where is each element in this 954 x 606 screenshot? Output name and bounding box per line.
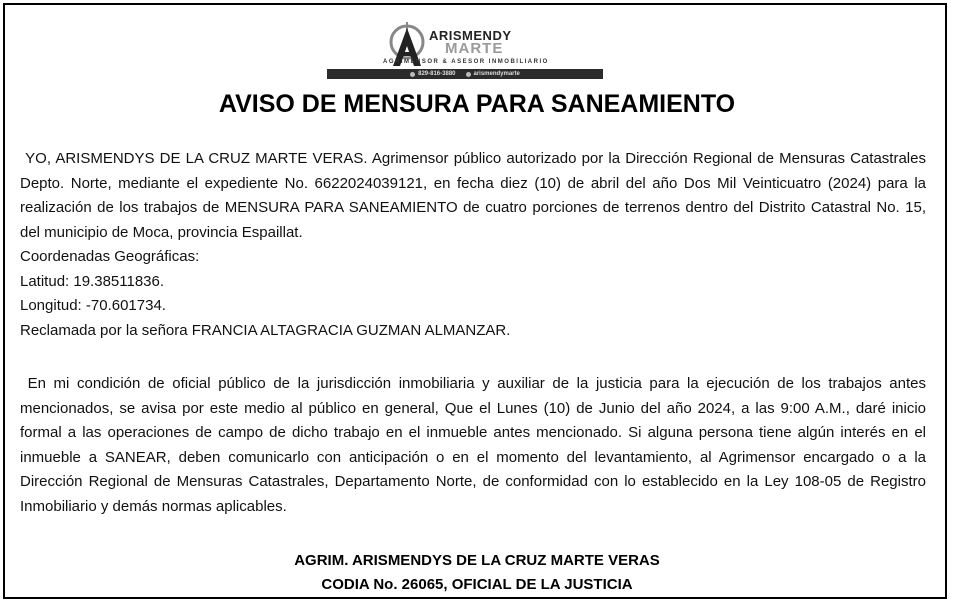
logo-tagline: AGRIMENSOR & ASESOR INMOBILIARIO <box>383 59 549 65</box>
logo-phone: 829-816-3880 <box>410 71 455 77</box>
signature-name: AGRIM. ARISMENDYS DE LA CRUZ MARTE VERAS <box>294 552 660 569</box>
announcement-text: En mi condición de oficial público de la jurisdicción inmobiliaria y auxiliar de la justicia para la ejecución de los trabajos antes mencionados, se avisa por este medio al público en general, Que el Lunes (10) de Junio del año 2024, a las 9:00 A.M., daré inicio formal a las operaciones de campo de dicho trabajo en el inmueble antes mencionado. Si alguna persona tiene algún interés en el inmueble a SANEAR, deben comunicarlo con anticipación o en el momento del levantamiento, al Agrimensor encargado o a la Dirección Regional de Mensuras Catastrales, Departamento Norte, de conformidad con lo establecido en la Ley 108-05 de Registro Inmobiliario y demás normas aplicables. <box>20 375 931 515</box>
logo-name: ARISMENDY <box>429 28 512 43</box>
company-logo <box>327 18 603 80</box>
notice-title: AVISO DE MENSURA PARA SANEAMIENTO <box>218 90 736 118</box>
logo-sub: MARTE <box>445 40 504 57</box>
phone-icon <box>410 72 415 77</box>
signature-credentials: CODIA No. 26065, OFICIAL DE LA JUSTICIA <box>321 576 633 593</box>
coordinates-label: Coordenadas Geográficas: <box>20 248 200 265</box>
logo-contact-bar <box>327 69 603 79</box>
logo-social: arismendymarte <box>466 71 520 77</box>
latitude-text: Latitud: 19.38511836. <box>20 272 165 290</box>
signature-block <box>0 549 954 597</box>
instagram-icon <box>466 72 471 77</box>
notice-paragraph-2 <box>20 372 931 519</box>
intro-text: YO, ARISMENDYS DE LA CRUZ MARTE VERAS. Agrimensor público autorizado por la Dirección Regional de Mensuras Catastrales Depto. Norte, mediante el expediente No. 6622024039121, en fecha diez (10) de abril del año Dos Mil Veinticuatro (2024) para la realización de los trabajos de MENSURA PARA SANEAMIENTO de cuatro porciones de terrenos dentro del Distrito Catastral No. 15, del municipio de Moca, provincia Espaillat. <box>20 150 931 241</box>
claimant-text: Reclamada por la señora FRANCIA ALTAGRACIA GUZMAN ALMANZAR. <box>20 321 511 339</box>
longitude-text: Longitud: -70.601734. <box>20 297 166 314</box>
notice-paragraph-1 <box>20 147 931 343</box>
